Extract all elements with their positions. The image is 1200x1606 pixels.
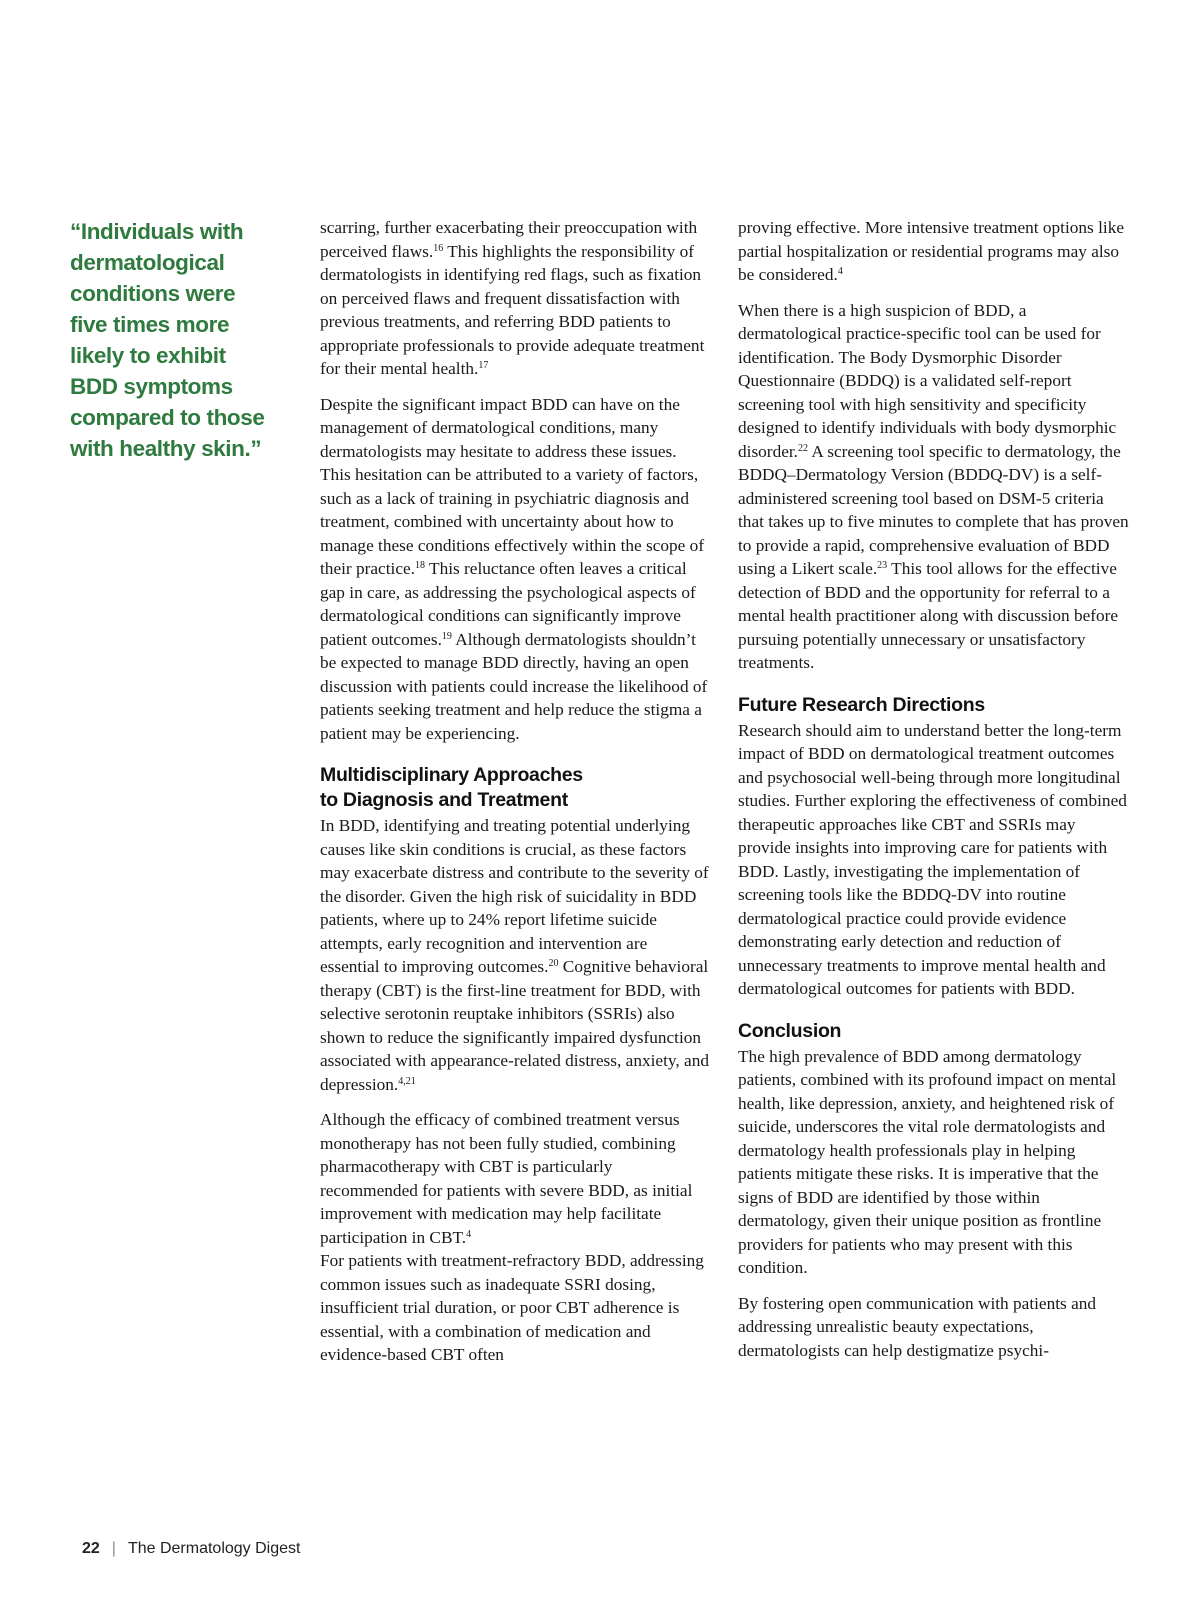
citation: 18	[415, 560, 425, 571]
citation: 22	[798, 442, 808, 454]
citation: 16	[433, 242, 444, 254]
citation: 4	[466, 1228, 472, 1240]
section-heading: Conclusion	[738, 1019, 842, 1042]
citation: 23	[877, 560, 888, 571]
citation: 4,21	[398, 1075, 416, 1087]
page-footer	[82, 1540, 300, 1558]
paragraph: For patients with treatment-refractory BDD, addressing common issues such as inadequate SSRI dosing, insufficient trial duration, or poor CBT adherence is essential, with a combination of medication and evidence-based CBT often	[320, 1251, 704, 1364]
article-column-right	[738, 216, 1130, 1374]
citation: 19	[441, 630, 452, 642]
paragraph: In BDD, identifying and treating potential underlying causes like skin conditions is crucial, as these factors may exacerbate distress and contribute to the severity of the disorder. Given the high risk of suicidality in BDD patients, where up to 24% report lifetime suicide attempts, early recognition and intervention are essential to improving outcomes.$^{20}$ Cognitive behavioral therapy (CBT) is the first-line treatment for BDD, with selective serotonin reuptake inhibitors (SSRIs) also shown to reduce the significantly impaired dysfunction associated with appearance-related distress, anxiety, and depression.$^{4,21}$	[320, 816, 709, 1094]
section-heading: Future Research Directions	[738, 693, 985, 716]
section-heading: Multidisciplinary Approaches to Diagnosis and Treatment	[320, 764, 583, 811]
paragraph: When there is a high suspicion of BDD, a dermatological practice-specific tool can be used for identification. The Body Dysmorphic Disorder Questionnaire (BDDQ) is a validated self-report screening tool with high sensitivity and specificity designed to identify individuals with body dysmorphic disorder.$^{22}$ A screening tool specific to dermatology, the BDDQ–Dermatology Version (BDDQ-DV) is a self-administered screening tool based on DSM-5 criteria that takes up to five minutes to complete that has proven to provide a rapid, comprehensive evaluation of BDD using a Likert scale.$^{23}$ This tool allows for the effective detection of BDD and the opportunity for referral to a mental health practitioner along with discussion before pursuing potentially unnecessary or unsatisfactory treatments.	[738, 300, 1129, 672]
article-column-middle	[320, 216, 710, 1379]
paragraph: Research should aim to understand better the long-term impact of BDD on dermatological treatment outcomes and psychosocial well-being through more longitudinal studies. Further exploring the effectiveness of combined therapeutic approaches like CBT and SSRIs may provide insights into improving care for patients with BDD. Lastly, investigating the implementation of screening tools like the BDDQ-DV into routine dermatological practice could provide evidence demonstrating early detection and reduction of unnecessary treatments to improve mental health and dermatological outcomes for patients with BDD.	[738, 720, 1127, 998]
citation: 20	[548, 958, 559, 969]
footer-separator: |	[111, 1540, 116, 1557]
paragraph: scarring, further exacerbating their preoccupation with perceived flaws.$^{16}$ This highlights the responsibility of dermatologists in identifying red flags, such as fixation on perceived flaws and frequent dissatisfaction with previous treatments, and referring BDD patients to appropriate professionals to provide adequate treatment for their mental health.$^{17}$	[320, 218, 705, 378]
paragraph: By fostering open communication with patients and addressing unrealistic beauty expectations, dermatologists can help destigmatize psychi-	[738, 1293, 1097, 1360]
pull-quote: “Individuals with dermatological conditions were five times more likely to exhibit BDD symptoms compared to those with healthy skin.”	[70, 219, 265, 461]
publication-name: The Dermatology Digest	[127, 1540, 301, 1557]
paragraph: proving effective. More intensive treatment options like partial hospitalization or residential programs may also be considered.$^4$	[738, 218, 1125, 284]
paragraph: Although the efficacy of combined treatment versus monotherapy has not been fully studied, combining pharmacotherapy with CBT is particularly recommended for patients with severe BDD, as initial improvement with medication may help facilitate participation in CBT.$^4$	[320, 1110, 693, 1247]
page-number: 22	[82, 1540, 100, 1557]
citation: 17	[478, 360, 489, 371]
paragraph: The high prevalence of BDD among dermatology patients, combined with its profound impact on mental health, like depression, anxiety, and heightened risk of suicide, underscores the vital role dermatologists and dermatology health professionals play in helping patients mitigate these risks. It is imperative that the signs of BDD are identified by those within dermatology, given their unique position as frontline providers for patients who may present with this condition.	[738, 1046, 1117, 1277]
paragraph: Despite the significant impact BDD can have on the management of dermatological conditions, many dermatologists may hesitate to address these issues. This hesitation can be attributed to a variety of factors, such as a lack of training in psychiatric diagnosis and treatment, combined with uncertainty about how to manage these conditions effectively within the scope of their practice.$^{18}$ This reluctance often leaves a critical gap in care, as addressing the psychological aspects of dermatological conditions can significantly improve patient outcomes.$^{19}$ Although dermatologists shouldn’t be expected to manage BDD directly, having an open discussion with patients could increase the likelihood of patients seeking treatment and help reduce the stigma a patient may be experiencing.	[320, 394, 708, 743]
citation: 4	[837, 266, 843, 277]
